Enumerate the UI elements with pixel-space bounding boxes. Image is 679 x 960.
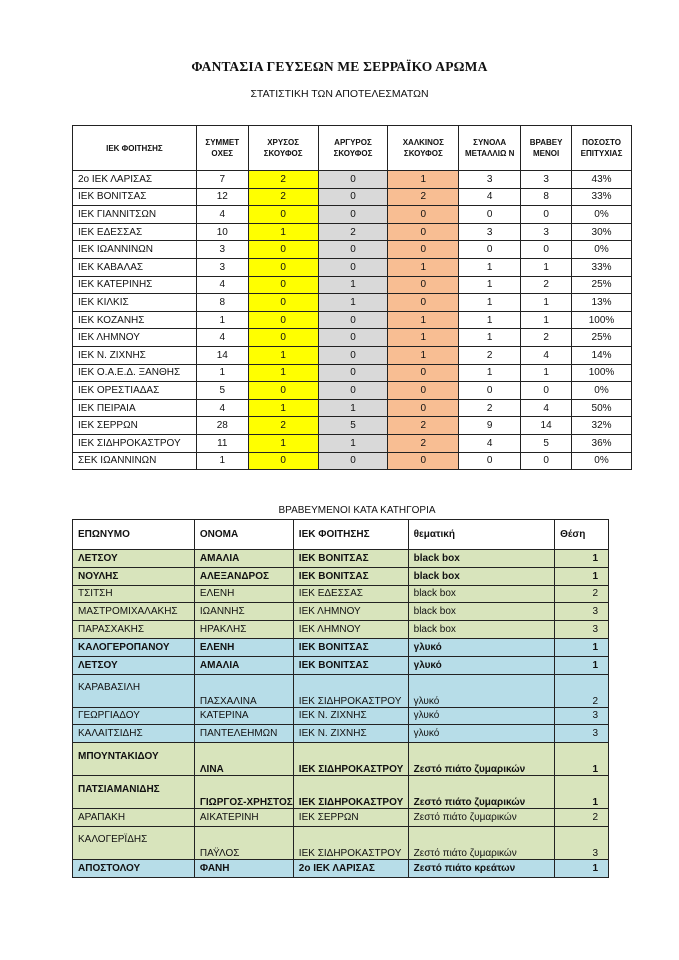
cell-name: ΕΛΕΝΗ (194, 638, 293, 656)
cell-total-medals: 2 (459, 399, 521, 417)
cell-total-medals: 9 (459, 417, 521, 435)
stats-table-row (73, 188, 632, 206)
cell-institution: ΙΕΚ ΓΙΑΝΝΙΤΣΩΝ (73, 206, 197, 224)
cell-institution: ΙΕΚ ΛΗΜΝΟΥ (73, 329, 197, 347)
cell-surname: ΠΑΤΣΙΑΜΑΝΙΔΗΣ (73, 776, 195, 809)
cell-category: γλυκό (408, 674, 554, 707)
cell-institution: ΙΕΚ ΚΑΒΑΛΑΣ (73, 258, 197, 276)
cell-name: ΠΑΣΧΑΛΙΝΑ (194, 674, 293, 707)
cell-iek: 2ο ΙΕΚ ΛΑΡΙΣΑΣ (293, 859, 408, 877)
cell-total-medals: 2 (459, 346, 521, 364)
stats-table-row (73, 399, 632, 417)
cell-participations: 1 (196, 311, 248, 329)
cell-awarded-count: 14 (521, 417, 572, 435)
cell-bronze-count: 0 (388, 364, 459, 382)
awards-table-row (73, 638, 609, 656)
cell-iek: ΙΕΚ ΒΟΝΙΤΣΑΣ (293, 550, 408, 568)
cell-awarded-count: 4 (521, 346, 572, 364)
stats-table-row (73, 171, 632, 189)
awards-table-row (73, 826, 609, 859)
stats-table-row (73, 382, 632, 400)
cell-total-medals: 0 (459, 206, 521, 224)
awards-table-row (73, 585, 609, 603)
cell-participations: 14 (196, 346, 248, 364)
col-header-gold: ΧΡΥΣΟΣ ΣΚΟΥΦΟΣ (248, 126, 318, 171)
cell-awarded-count: 0 (521, 452, 572, 470)
awards-caption: ΒΡΑΒΕΥΜΕΝΟΙ ΚΑΤΑ ΚΑΤΗΓΟΡΙΑ (278, 505, 436, 516)
cell-participations: 3 (196, 258, 248, 276)
cell-position: 2 (555, 585, 609, 603)
cell-position: 1 (555, 567, 609, 585)
cell-iek: ΙΕΚ Ν. ΖΙΧΝΗΣ (293, 725, 408, 743)
cell-awarded-count: 2 (521, 276, 572, 294)
cell-silver-count: 0 (318, 241, 388, 259)
awards-table-row (73, 725, 609, 743)
cell-silver-count: 1 (318, 434, 388, 452)
cell-bronze-count: 2 (388, 188, 459, 206)
cell-gold-count: 0 (248, 241, 318, 259)
cell-institution: ΙΕΚ ΣΙΔΗΡΟΚΑΣΤΡΟΥ (73, 434, 197, 452)
cell-surname: ΛΕΤΣΟΥ (73, 656, 195, 674)
cell-participations: 10 (196, 223, 248, 241)
col-header-success-rate: ΠΟΣΟΣΤΟ ΕΠΙΤΥΧΙΑΣ (572, 126, 632, 171)
cell-bronze-count: 1 (388, 329, 459, 347)
cell-institution: ΙΕΚ ΚΟΖΑΝΗΣ (73, 311, 197, 329)
cell-gold-count: 2 (248, 417, 318, 435)
cell-silver-count: 0 (318, 329, 388, 347)
cell-surname: ΛΕΤΣΟΥ (73, 550, 195, 568)
cell-surname: ΚΑΛΑΙΤΣΙΔΗΣ (73, 725, 195, 743)
cell-awarded-count: 0 (521, 241, 572, 259)
stats-table-row (73, 346, 632, 364)
cell-category: black box (408, 603, 554, 621)
cell-success-rate: 0% (572, 206, 632, 224)
cell-name: ΛΙΝΑ (194, 743, 293, 776)
cell-category: Ζεστό πιάτο ζυμαρικών (408, 776, 554, 809)
cell-total-medals: 0 (459, 452, 521, 470)
cell-silver-count: 2 (318, 223, 388, 241)
cell-bronze-count: 0 (388, 223, 459, 241)
cell-gold-count: 1 (248, 434, 318, 452)
cell-awarded-count: 5 (521, 434, 572, 452)
cell-position: 3 (555, 826, 609, 859)
cell-participations: 8 (196, 294, 248, 312)
cell-name: ΙΩΑΝΝΗΣ (194, 603, 293, 621)
cell-institution: ΙΕΚ ΒΟΝΙΤΣΑΣ (73, 188, 197, 206)
cell-surname: ΝΟΥΛΗΣ (73, 567, 195, 585)
cell-bronze-count: 1 (388, 311, 459, 329)
cell-bronze-count: 0 (388, 206, 459, 224)
cell-category: black box (408, 621, 554, 639)
cell-name: ΓΙΩΡΓΟΣ-ΧΡΗΣΤΟΣ (194, 776, 293, 809)
cell-total-medals: 1 (459, 329, 521, 347)
stats-table-row (73, 311, 632, 329)
cell-name: ΑΛΕΞΑΝΔΡΟΣ (194, 567, 293, 585)
cell-total-medals: 4 (459, 434, 521, 452)
cell-name: ΕΛΕΝΗ (194, 585, 293, 603)
cell-awarded-count: 3 (521, 223, 572, 241)
cell-participations: 1 (196, 452, 248, 470)
cell-name: ΑΜΑΛΙΑ (194, 656, 293, 674)
cell-silver-count: 0 (318, 188, 388, 206)
cell-surname: ΑΡΑΠΑΚΗ (73, 809, 195, 827)
cell-success-rate: 33% (572, 258, 632, 276)
cell-institution: ΙΕΚ ΚΑΤΕΡΙΝΗΣ (73, 276, 197, 294)
cell-success-rate: 32% (572, 417, 632, 435)
document-subtitle: ΣΤΑΤΙΣΤΙΚΗ ΤΩΝ ΑΠΟΤΕΛΕΣΜΑΤΩΝ (250, 88, 429, 100)
cell-success-rate: 100% (572, 364, 632, 382)
cell-institution: ΙΕΚ Ν. ΖΙΧΝΗΣ (73, 346, 197, 364)
cell-position: 3 (555, 603, 609, 621)
awards-table-row (73, 567, 609, 585)
cell-name: ΦΑΝΗ (194, 859, 293, 877)
cell-bronze-count: 1 (388, 171, 459, 189)
cell-iek: ΙΕΚ ΛΗΜΝΟΥ (293, 603, 408, 621)
cell-iek: ΙΕΚ ΣΙΔΗΡΟΚΑΣΤΡΟΥ (293, 674, 408, 707)
cell-gold-count: 0 (248, 329, 318, 347)
cell-participations: 1 (196, 364, 248, 382)
cell-silver-count: 0 (318, 452, 388, 470)
cell-position: 2 (555, 809, 609, 827)
cell-participations: 4 (196, 329, 248, 347)
cell-gold-count: 0 (248, 311, 318, 329)
stats-table-row (73, 206, 632, 224)
cell-total-medals: 1 (459, 364, 521, 382)
cell-bronze-count: 2 (388, 417, 459, 435)
cell-position: 1 (555, 776, 609, 809)
cell-silver-count: 1 (318, 399, 388, 417)
cell-bronze-count: 1 (388, 258, 459, 276)
cell-gold-count: 2 (248, 171, 318, 189)
cell-silver-count: 0 (318, 171, 388, 189)
cell-position: 2 (555, 674, 609, 707)
cell-institution: ΙΕΚ ΟΡΕΣΤΙΑΔΑΣ (73, 382, 197, 400)
cell-awarded-count: 2 (521, 329, 572, 347)
cell-bronze-count: 0 (388, 294, 459, 312)
awards-table (72, 519, 609, 878)
cell-surname: ΜΠΟΥΝΤΑΚΙΔΟΥ (73, 743, 195, 776)
awards-table-row (73, 656, 609, 674)
cell-category: black box (408, 550, 554, 568)
cell-success-rate: 25% (572, 329, 632, 347)
cell-institution: 2ο ΙΕΚ ΛΑΡΙΣΑΣ (73, 171, 197, 189)
cell-institution: ΙΕΚ ΕΔΕΣΣΑΣ (73, 223, 197, 241)
cell-participations: 12 (196, 188, 248, 206)
cell-success-rate: 0% (572, 382, 632, 400)
statistics-header-row (73, 126, 632, 171)
cell-category: black box (408, 585, 554, 603)
cell-silver-count: 0 (318, 311, 388, 329)
cell-silver-count: 1 (318, 294, 388, 312)
col-header-silver: ΑΡΓΥΡΟΣ ΣΚΟΥΦΟΣ (318, 126, 388, 171)
cell-name: ΑΙΚΑΤΕΡΙΝΗ (194, 809, 293, 827)
cell-category: Ζεστό πιάτο ζυμαρικών (408, 826, 554, 859)
awards-table-row (73, 809, 609, 827)
cell-surname: ΚΑΛΟΓΕΡΟΠΑΝΟΥ (73, 638, 195, 656)
cell-silver-count: 5 (318, 417, 388, 435)
cell-iek: ΙΕΚ Ν. ΖΙΧΝΗΣ (293, 707, 408, 725)
cell-position: 3 (555, 621, 609, 639)
cell-success-rate: 43% (572, 171, 632, 189)
cell-bronze-count: 0 (388, 241, 459, 259)
document-title: ΦΑΝΤΑΣΙΑ ΓΕΥΣΕΩΝ ΜΕ ΣΕΡΡΑΪΚΟ ΑΡΩΜΑ (191, 59, 488, 74)
awards-table-row (73, 776, 609, 809)
cell-awarded-count: 4 (521, 399, 572, 417)
cell-success-rate: 30% (572, 223, 632, 241)
cell-silver-count: 0 (318, 258, 388, 276)
cell-total-medals: 4 (459, 188, 521, 206)
cell-name: ΠΑΝΤΕΛΕΗΜΩΝ (194, 725, 293, 743)
col-header-name: ΟΝΟΜΑ (194, 520, 293, 550)
cell-gold-count: 0 (248, 276, 318, 294)
cell-bronze-count: 0 (388, 276, 459, 294)
cell-surname: ΓΕΩΡΓΙΑΔΟΥ (73, 707, 195, 725)
cell-category: γλυκό (408, 707, 554, 725)
cell-success-rate: 33% (572, 188, 632, 206)
col-header-bronze: ΧΑΛΚΙΝΟΣ ΣΚΟΥΦΟΣ (388, 126, 459, 171)
awards-table-row (73, 859, 609, 877)
awards-table-row (73, 674, 609, 707)
cell-gold-count: 0 (248, 258, 318, 276)
cell-institution: ΙΕΚ ΠΕΙΡΑΙΑ (73, 399, 197, 417)
cell-institution: ΙΕΚ ΙΩΑΝΝΙΝΩΝ (73, 241, 197, 259)
col-header-awarded: ΒΡΑΒΕΥ ΜΕΝΟΙ (521, 126, 572, 171)
cell-silver-count: 0 (318, 206, 388, 224)
cell-position: 3 (555, 725, 609, 743)
cell-category: Ζεστό πιάτο κρεάτων (408, 859, 554, 877)
cell-gold-count: 0 (248, 294, 318, 312)
cell-participations: 5 (196, 382, 248, 400)
cell-gold-count: 2 (248, 188, 318, 206)
cell-name: ΚΑΤΕΡΙΝΑ (194, 707, 293, 725)
cell-total-medals: 1 (459, 276, 521, 294)
cell-category: Ζεστό πιάτο ζυμαρικών (408, 743, 554, 776)
cell-success-rate: 14% (572, 346, 632, 364)
cell-position: 1 (555, 550, 609, 568)
cell-total-medals: 1 (459, 294, 521, 312)
cell-iek: ΙΕΚ ΛΗΜΝΟΥ (293, 621, 408, 639)
cell-silver-count: 0 (318, 382, 388, 400)
stats-table-row (73, 452, 632, 470)
stats-table-row (73, 241, 632, 259)
cell-awarded-count: 8 (521, 188, 572, 206)
cell-participations: 28 (196, 417, 248, 435)
cell-bronze-count: 2 (388, 434, 459, 452)
cell-success-rate: 25% (572, 276, 632, 294)
cell-silver-count: 0 (318, 364, 388, 382)
cell-awarded-count: 1 (521, 294, 572, 312)
cell-surname: ΚΑΡΑΒΑΣΙΛΗ (73, 674, 195, 707)
awards-table-row (73, 603, 609, 621)
col-header-iek: ΙΕΚ ΦΟΙΤΗΣΗΣ (73, 126, 197, 171)
cell-participations: 4 (196, 206, 248, 224)
cell-institution: ΙΕΚ ΣΕΡΡΩΝ (73, 417, 197, 435)
cell-position: 1 (555, 638, 609, 656)
cell-iek: ΙΕΚ ΣΙΔΗΡΟΚΑΣΤΡΟΥ (293, 776, 408, 809)
cell-iek: ΙΕΚ ΒΟΝΙΤΣΑΣ (293, 638, 408, 656)
cell-iek: ΙΕΚ ΣΙΔΗΡΟΚΑΣΤΡΟΥ (293, 743, 408, 776)
cell-participations: 4 (196, 399, 248, 417)
col-header-iek: ΙΕΚ ΦΟΙΤΗΣΗΣ (293, 520, 408, 550)
cell-participations: 11 (196, 434, 248, 452)
cell-awarded-count: 1 (521, 311, 572, 329)
cell-category: γλυκό (408, 638, 554, 656)
stats-table-row (73, 417, 632, 435)
cell-position: 1 (555, 743, 609, 776)
cell-bronze-count: 0 (388, 452, 459, 470)
cell-name: ΗΡΑΚΛΗΣ (194, 621, 293, 639)
cell-participations: 7 (196, 171, 248, 189)
cell-position: 3 (555, 707, 609, 725)
statistics-table (72, 125, 632, 470)
cell-institution: ΣΕΚ ΙΩΑΝΝΙΝΩΝ (73, 452, 197, 470)
stats-table-row (73, 329, 632, 347)
cell-surname: ΚΑΛΟΓΕΡΪΔΗΣ (73, 826, 195, 859)
stats-table-row (73, 294, 632, 312)
cell-surname: ΤΣΙΤΣΗ (73, 585, 195, 603)
cell-position: 1 (555, 859, 609, 877)
stats-table-row (73, 276, 632, 294)
awards-table-row (73, 550, 609, 568)
cell-participations: 4 (196, 276, 248, 294)
cell-participations: 3 (196, 241, 248, 259)
cell-gold-count: 1 (248, 346, 318, 364)
cell-category: black box (408, 567, 554, 585)
cell-iek: ΙΕΚ ΕΔΕΣΣΑΣ (293, 585, 408, 603)
cell-gold-count: 0 (248, 452, 318, 470)
cell-gold-count: 1 (248, 399, 318, 417)
stats-table-row (73, 258, 632, 276)
cell-bronze-count: 0 (388, 382, 459, 400)
cell-total-medals: 0 (459, 241, 521, 259)
col-header-surname: ΕΠΩΝΥΜΟ (73, 520, 195, 550)
cell-success-rate: 13% (572, 294, 632, 312)
cell-position: 1 (555, 656, 609, 674)
cell-awarded-count: 1 (521, 258, 572, 276)
cell-surname: ΑΠΟΣΤΟΛΟΥ (73, 859, 195, 877)
awards-header-row (73, 520, 609, 550)
cell-success-rate: 0% (572, 241, 632, 259)
col-header-category: θεματική (408, 520, 554, 550)
cell-total-medals: 0 (459, 382, 521, 400)
cell-surname: ΜΑΣΤΡΟΜΙΧΑΛΑΚΗΣ (73, 603, 195, 621)
awards-table-row (73, 707, 609, 725)
cell-total-medals: 3 (459, 171, 521, 189)
cell-total-medals: 1 (459, 311, 521, 329)
cell-surname: ΠΑΡΑΣΧΑΚΗΣ (73, 621, 195, 639)
cell-awarded-count: 0 (521, 206, 572, 224)
stats-table-row (73, 364, 632, 382)
cell-iek: ΙΕΚ ΒΟΝΙΤΣΑΣ (293, 567, 408, 585)
cell-institution: ΙΕΚ Ο.Α.Ε.Δ. ΞΑΝΘΗΣ (73, 364, 197, 382)
stats-table-row (73, 223, 632, 241)
cell-awarded-count: 3 (521, 171, 572, 189)
cell-awarded-count: 1 (521, 364, 572, 382)
cell-total-medals: 3 (459, 223, 521, 241)
stats-table-row (73, 434, 632, 452)
cell-bronze-count: 1 (388, 346, 459, 364)
awards-table-row (73, 621, 609, 639)
cell-gold-count: 0 (248, 206, 318, 224)
cell-category: Ζεστό πιάτο ζυμαρικών (408, 809, 554, 827)
cell-silver-count: 0 (318, 346, 388, 364)
cell-institution: ΙΕΚ ΚΙΛΚΙΣ (73, 294, 197, 312)
cell-name: ΠΑΫΛΟΣ (194, 826, 293, 859)
cell-total-medals: 1 (459, 258, 521, 276)
cell-success-rate: 50% (572, 399, 632, 417)
cell-category: γλυκό (408, 725, 554, 743)
col-header-position: Θέση (555, 520, 609, 550)
cell-awarded-count: 0 (521, 382, 572, 400)
col-header-participations: ΣΥΜΜΕΤ ΟΧΕΣ (196, 126, 248, 171)
awards-table-row (73, 743, 609, 776)
cell-success-rate: 100% (572, 311, 632, 329)
cell-gold-count: 1 (248, 364, 318, 382)
cell-bronze-count: 0 (388, 399, 459, 417)
cell-gold-count: 1 (248, 223, 318, 241)
cell-category: γλυκό (408, 656, 554, 674)
col-header-total-medals: ΣΥΝΟΛΑ ΜΕΤΑΛΛΙΩ Ν (459, 126, 521, 171)
cell-success-rate: 36% (572, 434, 632, 452)
cell-iek: ΙΕΚ ΣΕΡΡΩΝ (293, 809, 408, 827)
cell-name: ΑΜΑΛΙΑ (194, 550, 293, 568)
cell-silver-count: 1 (318, 276, 388, 294)
cell-iek: ΙΕΚ ΒΟΝΙΤΣΑΣ (293, 656, 408, 674)
cell-gold-count: 0 (248, 382, 318, 400)
cell-success-rate: 0% (572, 452, 632, 470)
cell-iek: ΙΕΚ ΣΙΔΗΡΟΚΑΣΤΡΟΥ (293, 826, 408, 859)
